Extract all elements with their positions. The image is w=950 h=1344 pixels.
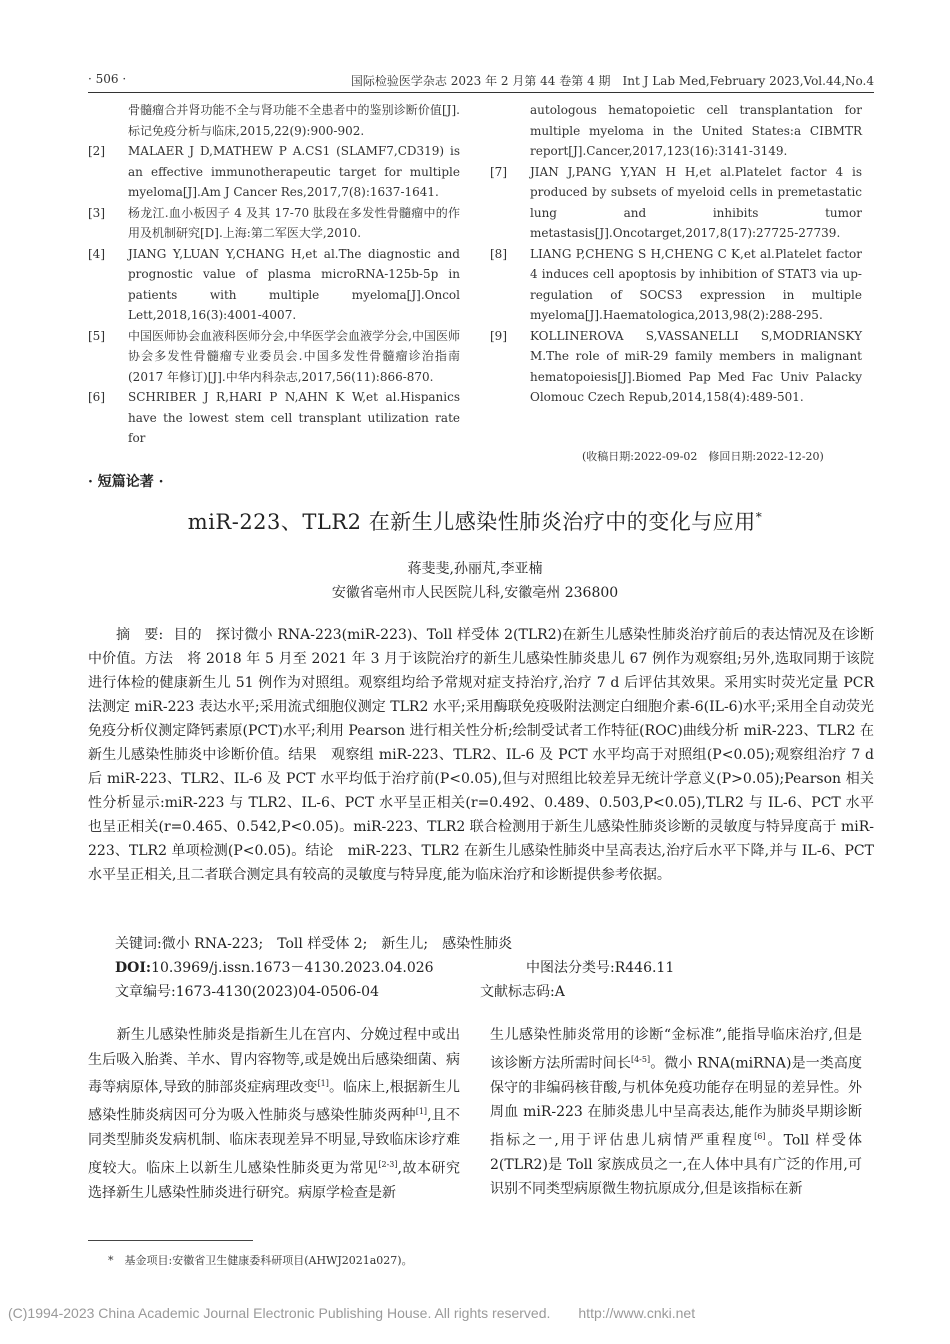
keywords: 关键词:微小 RNA-223; Toll 样受体 2; 新生儿; 感染性肺炎	[115, 936, 513, 952]
reference-number: [5]	[88, 328, 105, 343]
body-column-left	[88, 1023, 460, 1205]
body-text: 。临床上,根据新生儿感染性肺炎病因可分为吸入性肺炎与感染性肺炎两种	[88, 1079, 461, 1124]
reference-text: LIANG P,CHENG S H,CHENG C K,et al.Platelet factor 4 induces cell apoptosis by inhibition of STAT3 via up-regulation of SOCS3 expression in multiple myeloma[J].Haematologica,2013,98(2):288-295.	[530, 246, 862, 322]
reference-number: [3]	[88, 205, 105, 220]
reference-text: MALAER J D,MATHEW P A.CS1 (SLAMF7,CD319) is an effective immunotherapeutic target for multiple myeloma[J].Am J Cancer Res,2017,7(8):1637-1641.	[128, 144, 460, 199]
article-number: 文章编号:1673-4130(2023)04-0506-04	[115, 984, 379, 1000]
authors: 蒋斐斐,孙丽芃,李亚楠	[407, 561, 543, 577]
reference-list-left	[88, 100, 460, 449]
doi-label: DOI:	[115, 960, 152, 976]
affiliation: 安徽省亳州市人民医院儿科,安徽亳州 236800	[331, 585, 619, 601]
body-text: 。Toll 样受体 2(TLR2)是 Toll 家族成员之一,在人体中具有广泛的作用,可识别不同类型病原微生物抗原成分,但是该指标在新	[490, 1132, 863, 1198]
body-column-right	[490, 1023, 862, 1202]
reference-text: 骨髓瘤合并肾功能不全与肾功能不全患者中的鉴别诊断价值[J].标记免疫分析与临床,2015,22(9):900-902.	[128, 103, 460, 138]
reference-item	[88, 100, 460, 141]
article-title	[0, 506, 950, 536]
fund-mark: *	[755, 510, 763, 524]
reference-item	[490, 244, 862, 326]
reference-number: [9]	[490, 328, 507, 343]
reference-item	[88, 387, 460, 449]
body-text: 生儿感染性肺炎常用的诊断“金标准”,能指导临床治疗,但是该诊断方法所需时间长	[490, 1027, 862, 1072]
citation-mark: [1]	[415, 1107, 428, 1117]
reference-number: [6]	[88, 390, 105, 404]
page-number: · 506 ·	[88, 72, 127, 86]
reference-item	[490, 162, 862, 244]
abstract-label: 摘 要:	[116, 627, 164, 643]
body-text: ,故本研究选择新生儿感染性肺炎进行研究。病原学检查是新	[88, 1160, 461, 1201]
citation-mark: [1]	[317, 1079, 329, 1088]
doi	[115, 957, 434, 977]
citation-mark: [6]	[754, 1131, 766, 1141]
body-text: 新生儿感染性肺炎是指新生儿在宫内、分娩过程中或出生后吸入胎粪、羊水、胃内容物等,或是娩出后感染细菌、病毒等病原体,导致的肺部炎症病理改变	[88, 1027, 460, 1096]
citation-mark: [4-5]	[630, 1054, 651, 1064]
reference-text: 杨龙江.血小板因子 4 及其 17-70 肽段在多发性骨髓瘤中的作用及机制研究[D].上海:第二军医大学,2010.	[128, 205, 460, 240]
reference-text: SCHRIBER J R,HARI P N,AHN K W,et al.Hispanics have the lowest stem cell transplant utilization rate for	[128, 390, 460, 445]
document-code: 文献标志码:A	[480, 984, 565, 1000]
reference-number: [4]	[88, 246, 105, 261]
received-dates: (收稿日期:2022-09-02 修回日期:2022-12-20)	[582, 450, 824, 463]
body-text: ,且不同类型肺炎发病机制、临床表现差异不明显,导致临床诊疗难度较大。临床上以新生儿感染性肺炎更为常见	[88, 1107, 461, 1177]
journal-header: 国际检验医学杂志 2023 年 2 月第 44 卷第 4 期 Int J Lab Med,February 2023,Vol.44,No.4	[350, 74, 874, 88]
section-label: · 短篇论著 ·	[88, 474, 164, 490]
reference-number: [7]	[490, 164, 507, 179]
doi-value: 10.3969/j.issn.1673－4130.2023.04.026	[151, 960, 434, 976]
body-text: 。微小 RNA(miRNA)是一类高度保守的非编码核苷酸,与机体免疫功能存在明显的差异性。外周血 miR-223 在肺炎患儿中呈高表达,能作为肺炎早期诊断指标之一,用于评估患儿病情严重程度	[490, 1055, 862, 1149]
reference-number: [8]	[490, 246, 507, 261]
reference-item	[490, 100, 862, 162]
reference-number: [2]	[88, 144, 105, 158]
citation-mark: [2-3]	[378, 1159, 398, 1169]
reference-item	[88, 326, 460, 388]
article-title-text: miR-223、TLR2 在新生儿感染性肺炎治疗中的变化与应用	[187, 510, 756, 534]
reference-text: KOLLINEROVA S,VASSANELLI S,MODRIANSKY M.The role of miR-29 family members in malignant hematopoiesis[J].Biomed Pap Med Fac Univ Palacky Olomouc Czech Repub,2014,158(4):489-501.	[530, 328, 862, 404]
reference-item	[88, 203, 460, 244]
reference-text: autologous hematopoietic cell transplantation for multiple myeloma in the United States:a CIBMTR report[J].Cancer,2017,123(16):3141-3149.	[530, 103, 862, 158]
reference-item	[490, 326, 862, 408]
abstract-text: 目的 探讨微小 RNA-223(miR-223)、Toll 样受体 2(TLR2)在新生儿感染性肺炎治疗前后的表达情况及在诊断中价值。方法 将 2018 年 5 月至 2021 年 3 月于该院治疗的新生儿感染性肺炎患儿 67 例作为观察组;另外,选取同期于该院进行体检的健康新生儿 51 例作为对照组。观察组均给予常规对症支持治疗,治疗 7 d 后评估其效果。采用实时荧光定量 PCR 法测定 miR-223 表达水平;采用流式细胞仪测定 TLR2 水平;采用酶联免疫吸附法测定白细胞介素-6(IL-6)水平;采用全自动荧光免疫分析仪测定降钙素原(PCT)水平;利用 Pearson 进行相关性分析;绘制受试者工作特征(ROC)曲线分析 miR-223、TLR2 在新生儿感染性肺炎中诊断价值。结果 观察组 miR-223、TLR2、IL-6 及 PCT 水平均高于对照组(P<0.05);观察组治疗 7 d 后 miR-223、TLR2、IL-6 及 PCT 水平均低于治疗前(P<0.05),但与对照组比较差异无统计学意义(P>0.05);Pearson 相关性分析显示:miR-223 与 TLR2、IL-6、PCT 水平呈正相关(r=0.492、0.489、0.503,P<0.05),TLR2 与 IL-6、PCT 水平也呈正相关(r=0.465、0.542,P<0.05)。miR-223、TLR2 联合检测用于新生儿感染性肺炎诊断的灵敏度与特异度高于 miR-223、TLR2 单项检测(P<0.05)。结论 miR-223、TLR2 在新生儿感染性肺炎中呈高表达,治疗后水平下降,并与 IL-6、PCT 水平呈正相关,且二者联合测定具有较高的灵敏度与特异度,能为临床治疗和诊断提供参考依据。	[88, 627, 875, 883]
footnote-rule	[88, 1240, 253, 1241]
reference-item	[88, 244, 460, 326]
reference-text: JIAN J,PANG Y,YAN H H,et al.Platelet factor 4 is produced by subsets of myeloid cells in premetastatic lung and inhibits tumor metastasis[J].Oncotarget,2017,8(17):27725-27739.	[530, 164, 862, 240]
copyright-watermark: (C)1994-2023 China Academic Journal Electronic Publishing House. All rights reserved. http://www.cnki.net	[8, 1305, 696, 1321]
reference-text: 中国医师协会血液科医师分会,中华医学会血液学分会,中国医师协会多发性骨髓瘤专业委员会.中国多发性骨髓瘤诊治指南(2017 年修订)[J].中华内科杂志,2017,56(11):866-870.	[128, 328, 460, 384]
reference-list-right	[490, 100, 862, 408]
header-rule	[88, 92, 874, 93]
clc-number: 中图法分类号:R446.11	[526, 960, 675, 976]
footnote: * 基金项目:安徽省卫生健康委科研项目(AHWJ2021a027)。	[108, 1254, 413, 1267]
reference-item	[88, 141, 460, 203]
abstract	[88, 623, 874, 887]
reference-text: JIANG Y,LUAN Y,CHANG H,et al.The diagnostic and prognostic value of plasma microRNA-125b-5p in patients with multiple myeloma[J].Oncol Lett,2018,16(3):4001-4007.	[128, 246, 460, 322]
